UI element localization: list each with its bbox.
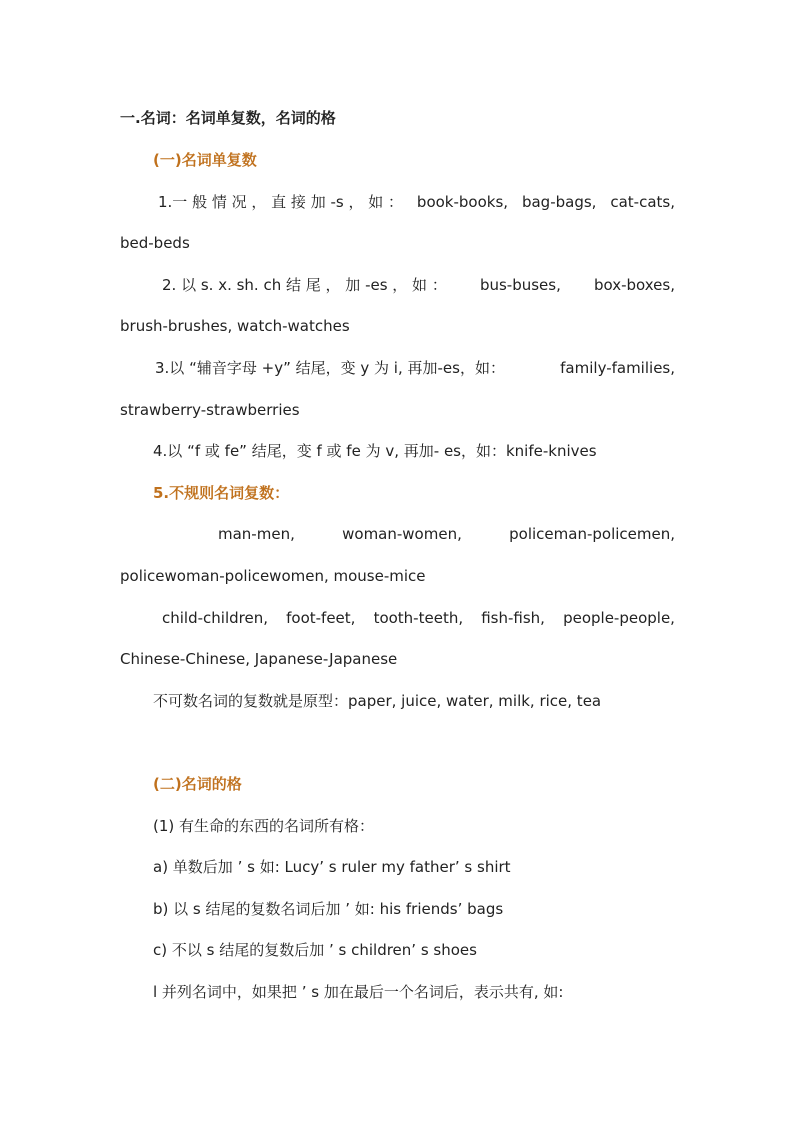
rule-3-continuation: strawberry-strawberries: [120, 401, 300, 419]
rule-5-heading: 5.不规则名词复数：: [153, 484, 290, 502]
rule-1-continuation: bed-beds: [120, 234, 190, 252]
irregular-line-2-continuation: Chinese-Chinese, Japanese-Japanese: [120, 650, 398, 668]
rule-2-example: bus-buses,: [479, 276, 561, 294]
rule-2-line: [162, 275, 675, 295]
main-heading: 一.名词：名词单复数，名词的格: [120, 109, 336, 127]
irregular-example: child-children,: [162, 609, 268, 627]
rule-2-example: box-boxes,: [594, 276, 675, 294]
rule-1-example: bag-bags,: [521, 193, 597, 211]
possessive-item-1: (1) 有生命的东西的名词所有格：: [153, 817, 375, 835]
rule-2-continuation: brush-brushes, watch-watches: [120, 317, 350, 335]
irregular-example: woman-women,: [342, 525, 462, 543]
rule-3-prefix: 3.以 “辅音字母 +y” 结尾，变 y 为 i, 再加-es，如：: [155, 359, 505, 377]
irregular-example: foot-feet,: [286, 609, 356, 627]
irregular-line-1-continuation: policewoman-policewomen, mouse-mice: [120, 567, 426, 585]
rule-4-line: 4.以 “f 或 fe” 结尾，变 f 或 fe 为 v, 再加- es，如：knife-knives: [153, 442, 597, 460]
possessive-item-c: c) 不以 s 结尾的复数后加 ’ s children’ s shoes: [153, 941, 477, 959]
irregular-example: policeman-policemen,: [509, 525, 675, 543]
irregular-example: tooth-teeth,: [373, 609, 464, 627]
uncountable-line: 不可数名词的复数就是原型：paper, juice, water, milk, rice, tea: [153, 692, 602, 710]
irregular-example: fish-fish,: [481, 609, 545, 627]
rule-1-example: book-books,: [416, 193, 509, 211]
irregular-example: people-people,: [563, 609, 675, 627]
rule-1-prefix: 1.一 般 情 况 ， 直 接 加 -s ， 如 ：: [158, 193, 403, 211]
irregular-line-2: [162, 608, 675, 628]
possessive-item-b: b) 以 s 结尾的复数名词后加 ’ 如: his friends’ bags: [153, 900, 504, 918]
rule-2-prefix: 2. 以 s. x. sh. ch 结 尾 ， 加 -es ， 如 ：: [162, 276, 447, 294]
rule-3-line: [155, 358, 675, 378]
section-heading-possessive: (二)名词的格: [153, 775, 242, 793]
rule-1-example: cat-cats,: [610, 193, 675, 211]
rule-1-line: [158, 192, 675, 212]
irregular-example: man-men,: [218, 525, 295, 543]
possessive-item-d: l 并列名词中，如果把 ’ s 加在最后一个名词后，表示共有, 如:: [153, 983, 564, 1001]
section-heading-plural: (一)名词单复数: [153, 151, 257, 169]
irregular-line-1: [218, 524, 675, 544]
possessive-item-a: a) 单数后加 ’ s 如: Lucy’ s ruler my father’ s shirt: [153, 858, 511, 876]
rule-3-example: family-families,: [560, 359, 675, 377]
